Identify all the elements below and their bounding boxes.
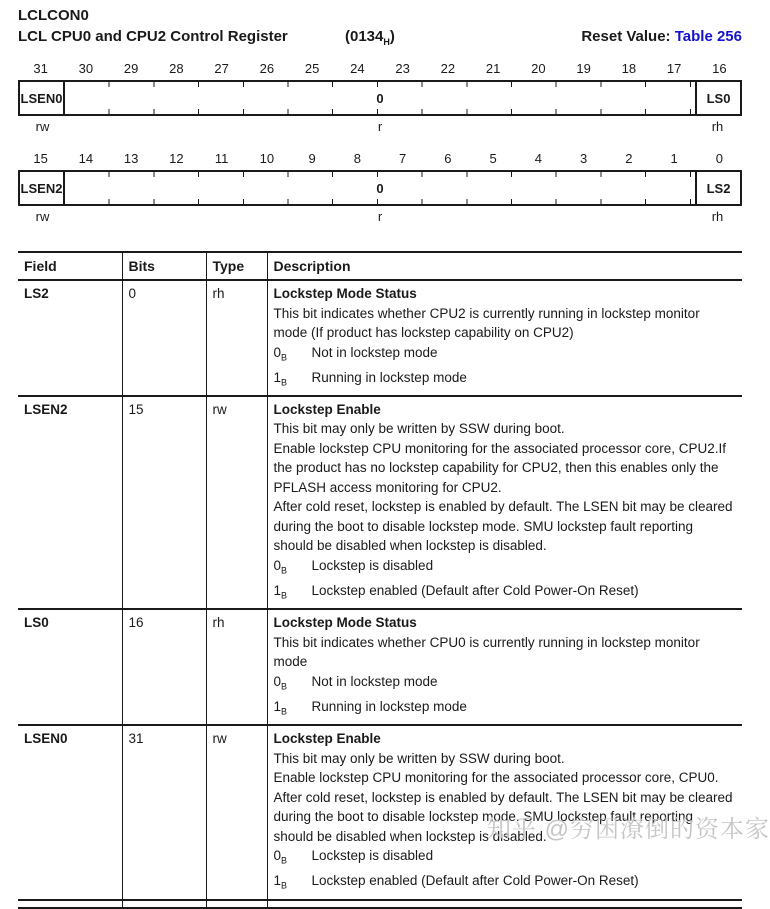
value-description: Lockstep enabled (Default after Cold Power-On Reset) <box>311 873 639 889</box>
bit-label: 20 <box>531 61 546 76</box>
value-code <box>274 368 312 393</box>
field-bits: 31 <box>122 725 206 899</box>
bit-label: 11 <box>214 151 229 166</box>
value-code <box>274 846 312 871</box>
register-long-name: LCL CPU0 and CPU2 Control Register <box>18 28 288 45</box>
column-header-type: Type <box>206 252 267 280</box>
bit-label: 0 <box>715 151 723 166</box>
register-box <box>18 170 742 206</box>
bit-label: 12 <box>169 151 184 166</box>
column-header-field: Field <box>18 252 122 280</box>
bit-label: 13 <box>123 151 139 166</box>
value-description: Not in lockstep mode <box>311 344 438 360</box>
bit-label: 17 <box>666 61 682 76</box>
value-digit: 0 <box>273 848 282 864</box>
table-row <box>18 396 742 609</box>
table-row <box>18 609 742 725</box>
value-digit: 1 <box>273 698 282 714</box>
description-paragraph: After cold reset, lockstep is enabled by default. The LSEN bit may be cleared during the boot to disable lockstep mode. SMU lockstep fault reporting should be disabled when lockstep is disabled. <box>273 789 733 844</box>
bit-label: 30 <box>78 61 94 76</box>
value-description: Lockstep is disabled <box>311 557 434 573</box>
value-subscript: B <box>281 681 288 692</box>
field-name: LSEN0 <box>24 731 68 747</box>
register-box <box>18 80 742 116</box>
description-paragraph: This bit indicates whether CPU0 is currently running in lockstep monitor mode <box>273 634 700 670</box>
bit-label: 7 <box>399 151 407 166</box>
bit-number-row <box>18 150 742 167</box>
field-cell-ls0: LS0 <box>695 82 740 114</box>
value-code <box>274 697 312 722</box>
bit-label: 28 <box>169 61 184 76</box>
bit-number-row <box>18 60 742 77</box>
description-paragraph: This bit may only be written by SSW during boot. <box>273 421 565 437</box>
zhihu-watermark: 知乎 @穷困潦倒的资本家 <box>487 816 770 843</box>
field-cell-lsen0: LSEN0 <box>20 82 65 114</box>
value-line <box>274 846 737 871</box>
description-paragraph: Enable lockstep CPU monitoring for the associated processor core, CPU2.If the product has no lockstep capability for CPU2, then this enables only the PFLASH access monitoring for CPU2. <box>273 440 726 495</box>
bit-label: 8 <box>353 151 361 166</box>
value-subscript: B <box>281 590 288 601</box>
value-line <box>274 368 737 393</box>
value-subscript: B <box>281 565 288 576</box>
bit-label: 19 <box>576 61 591 76</box>
value-digit: 0 <box>273 557 282 573</box>
value-description: Lockstep is disabled <box>311 848 434 864</box>
reserved-field-cell: 0 <box>65 172 695 204</box>
description-title: Lockstep Mode Status <box>273 615 417 631</box>
access-mid: r <box>377 209 383 224</box>
description-paragraph: After cold reset, lockstep is enabled by default. The LSEN bit may be cleared during the boot to disable lockstep mode. SMU lockstep fault reporting should be disabled when lockstep is disabled. <box>273 499 733 554</box>
table-row <box>18 725 742 899</box>
value-description: Lockstep enabled (Default after Cold Power-On Reset) <box>311 583 639 599</box>
bit-label: 24 <box>350 61 365 76</box>
value-subscript: B <box>281 377 288 388</box>
value-subscript: B <box>281 352 288 363</box>
reset-value-link[interactable]: Table 256 <box>674 28 742 45</box>
bit-label: 10 <box>259 151 275 166</box>
value-code <box>274 343 312 368</box>
access-left: rw <box>35 209 50 224</box>
register-short-name: LCLCON0 <box>18 7 89 24</box>
value-subscript: B <box>281 706 288 717</box>
access-mid: r <box>377 119 383 134</box>
cut-off-next-row <box>18 900 742 908</box>
access-right: rh <box>711 119 724 134</box>
field-name: LS2 <box>24 286 49 301</box>
register-address-value: (0134 <box>345 28 384 45</box>
field-description <box>267 280 742 396</box>
value-line <box>274 581 737 606</box>
description-title: Lockstep Mode Status <box>273 286 417 301</box>
value-description: Running in lockstep mode <box>311 369 467 385</box>
access-right: rh <box>711 209 724 224</box>
bit-label: 22 <box>440 61 456 76</box>
value-line <box>274 343 737 368</box>
value-line <box>274 697 737 722</box>
column-header-description: Description <box>267 252 742 280</box>
field-type: rw <box>206 396 267 609</box>
value-subscript: B <box>281 881 288 891</box>
bit-label: 29 <box>123 61 139 76</box>
reset-value <box>581 28 742 45</box>
bit-label: 27 <box>214 61 229 76</box>
bit-label: 31 <box>33 61 48 76</box>
value-description: Not in lockstep mode <box>311 673 438 689</box>
field-type: rh <box>206 609 267 725</box>
field-description <box>267 396 742 609</box>
access-row <box>18 208 742 225</box>
description-paragraph: Enable lockstep CPU monitoring for the associated processor core, CPU0. <box>273 770 719 786</box>
access-row <box>18 118 742 135</box>
column-header-bits: Bits <box>122 252 206 280</box>
field-type: rh <box>206 280 267 396</box>
value-code <box>274 672 312 697</box>
bit-label: 5 <box>489 151 497 166</box>
register-address-close: ) <box>389 28 395 45</box>
bit-label: 2 <box>625 151 633 166</box>
register-address-subscript: H <box>383 37 390 47</box>
description-title: Lockstep Enable <box>273 401 381 417</box>
value-line <box>274 556 737 581</box>
field-bits: 15 <box>122 396 206 609</box>
register-title-row <box>18 28 742 49</box>
bit-label: 15 <box>33 151 48 166</box>
register-header <box>0 0 760 49</box>
description-paragraph: This bit indicates whether CPU2 is currently running in lockstep monitor mode (If product has lockstep capability on CPU2) <box>273 305 700 340</box>
bit-label: 9 <box>308 151 316 166</box>
value-digit: 1 <box>273 369 282 385</box>
field-description <box>267 725 742 899</box>
table-row <box>18 280 742 396</box>
description-title: Lockstep Enable <box>273 731 381 747</box>
value-description: Running in lockstep mode <box>311 698 467 714</box>
reserved-field-cell: 0 <box>65 82 695 114</box>
value-subscript: B <box>281 855 288 866</box>
field-name: LSEN2 <box>24 401 68 417</box>
value-line <box>274 871 737 896</box>
bit-label: 23 <box>395 61 410 76</box>
bit-label: 4 <box>534 151 542 166</box>
value-digit: 1 <box>273 583 282 599</box>
field-cell-ls2: LS2 <box>695 172 740 204</box>
field-name: LS0 <box>24 615 49 631</box>
bit-label: 6 <box>444 151 452 166</box>
value-line <box>274 672 737 697</box>
bit-diagram-low-word <box>18 150 742 225</box>
bit-label: 14 <box>78 151 94 166</box>
field-cell-lsen2: LSEN2 <box>20 172 65 204</box>
field-description <box>267 609 742 725</box>
field-bits: 16 <box>122 609 206 725</box>
value-digit: 0 <box>273 673 282 689</box>
register-address <box>345 28 395 47</box>
bit-label: 16 <box>712 61 727 76</box>
value-digit: 1 <box>273 873 282 889</box>
reset-value-label: Reset Value: <box>581 28 675 45</box>
value-code <box>274 581 312 606</box>
table-header-row <box>18 252 742 280</box>
value-digit: 0 <box>273 344 282 360</box>
access-left: rw <box>35 119 50 134</box>
bit-label: 18 <box>621 61 637 76</box>
value-code <box>274 556 312 581</box>
value-code <box>274 871 312 896</box>
bit-label: 26 <box>259 61 275 76</box>
field-bits: 0 <box>122 280 206 396</box>
bit-label: 1 <box>670 151 678 166</box>
bit-label: 21 <box>485 61 501 76</box>
bit-diagram-high-word <box>18 60 742 135</box>
bit-label: 3 <box>580 151 588 166</box>
field-type: rw <box>206 725 267 899</box>
field-description-table <box>18 251 742 909</box>
bit-label: 25 <box>304 61 320 76</box>
description-paragraph: This bit may only be written by SSW during boot. <box>273 750 565 766</box>
